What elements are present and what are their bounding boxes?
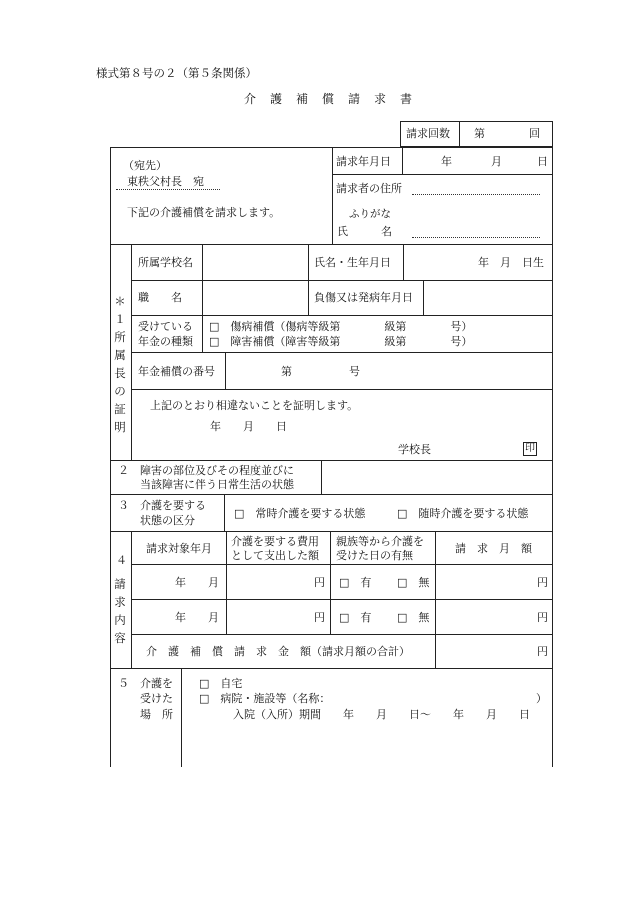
certification-statement: 上記のとおり相違ないことを証明します。 [150, 399, 359, 412]
sec2-label-1: 障害の部位及びその程度並びに [140, 464, 294, 477]
pension-disability-checkbox[interactable]: □ 障害補償（障害等級第 級第 号） [209, 335, 473, 348]
form-title: 介護補償請求書 [244, 92, 427, 106]
header-family-2: 受けた日の有無 [336, 549, 413, 562]
name-birth-label: 氏名・生年月日 [314, 256, 391, 269]
certification-date: 年 月 日 [210, 420, 287, 433]
injury-date-label: 負傷又は発病年月日 [314, 291, 413, 304]
pension-number-go: 号 [349, 365, 360, 378]
pension-type-label-2: 年金の種類 [138, 335, 193, 348]
row-amount-yen: 円 [537, 576, 548, 589]
sec3-label-2: 状態の区分 [140, 514, 195, 527]
pension-number-label: 年金補償の番号 [138, 365, 215, 378]
row-no-checkbox[interactable]: □ 無 [397, 611, 430, 624]
school-name-label: 所属学校名 [138, 256, 193, 269]
sec2-label-2: 当該障害に伴う日常生活の状態 [140, 478, 294, 491]
request-count-label: 請求回数 [406, 127, 450, 140]
pension-injury-checkbox[interactable]: □ 傷病補償（傷病等級第 級第 号） [209, 320, 473, 333]
principal-label: 学校長 [398, 443, 431, 456]
header-cost-2: として支出した額 [231, 549, 319, 562]
hospital-close-paren: ） [536, 692, 547, 705]
sec3-label-1: 介護を要する [140, 499, 206, 512]
pension-number-dai: 第 [281, 365, 292, 378]
request-statement: 下記の介護補償を請求します。 [127, 206, 281, 219]
row-cost-yen: 円 [314, 611, 325, 624]
admission-period: 入院（入所）期間 年 月 日～ 年 月 日 [233, 708, 530, 721]
sec3-number: ３ [118, 499, 129, 512]
request-date-month: 月 [491, 155, 502, 168]
row-yes-checkbox[interactable]: □ 有 [339, 611, 372, 624]
header-target-month: 請求対象年月 [146, 542, 212, 555]
total-claim-label: 介 護 補 償 請 求 金 額（請求月額の合計） [146, 645, 410, 658]
address-field[interactable] [412, 194, 540, 195]
count-kai: 回 [529, 127, 540, 140]
seal-mark: 印 [525, 443, 535, 454]
certification-section-label: ＊１所属長の証明 [114, 294, 126, 434]
post-label: 職 名 [138, 291, 182, 304]
name-field[interactable] [412, 237, 540, 238]
request-date-label: 請求年月日 [336, 155, 391, 168]
header-monthly-amount: 請 求 月 額 [455, 542, 532, 555]
row-year-month: 年 月 [175, 611, 219, 624]
sec4-label: 請求内容 [114, 577, 126, 645]
row-cost-yen: 円 [314, 576, 325, 589]
hospital-checkbox[interactable]: □ 病院・施設等（名称： [199, 692, 331, 705]
header-cost-1: 介護を要する費用 [231, 535, 319, 548]
birth-date: 年 月 日生 [478, 256, 544, 269]
sec2-number: ２ [118, 464, 129, 477]
count-dai: 第 [474, 127, 485, 140]
row-yes-checkbox[interactable]: □ 有 [339, 576, 372, 589]
request-date-year: 年 [441, 155, 452, 168]
form-reference: 様式第８号の２（第５条関係） [96, 66, 257, 80]
name-label: 氏 名 [337, 225, 392, 238]
constant-care-checkbox[interactable]: □ 常時介護を要する状態 [234, 507, 366, 520]
request-date-day: 日 [537, 155, 548, 168]
sec5-label-1: 介護を [140, 677, 173, 690]
row-amount-yen: 円 [537, 611, 548, 624]
sec4-number: ４ [116, 554, 127, 567]
row-year-month: 年 月 [175, 576, 219, 589]
address-label: 請求者の住所 [336, 182, 402, 195]
addressee-paren: （宛先） [123, 159, 167, 172]
row-no-checkbox[interactable]: □ 無 [397, 576, 430, 589]
header-family-1: 親族等から介護を [336, 535, 424, 548]
pension-type-label-1: 受けている [138, 320, 193, 333]
occasional-care-checkbox[interactable]: □ 随時介護を要する状態 [397, 507, 529, 520]
furigana-label: ふりがな [349, 208, 391, 220]
addressee-name: 東秩父村長 宛 [127, 175, 204, 188]
sec5-label-3: 場 所 [140, 708, 173, 721]
sec5-label-2: 受けた [140, 692, 173, 705]
total-claim-yen: 円 [537, 645, 548, 658]
sec5-number: ５ [118, 677, 129, 690]
home-checkbox[interactable]: □ 自宅 [199, 677, 243, 690]
